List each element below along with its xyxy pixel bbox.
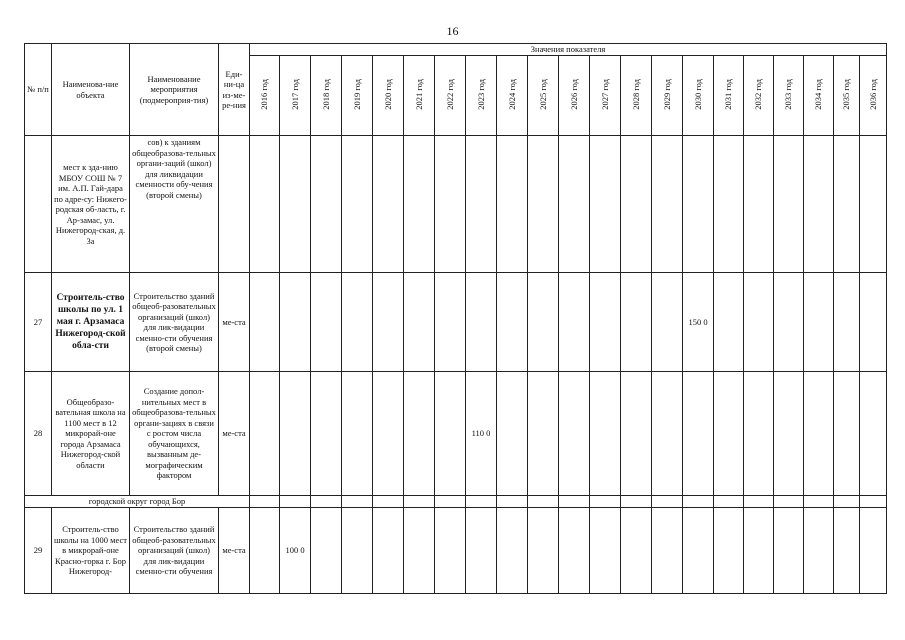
year-2025: 2025 год bbox=[528, 56, 559, 136]
row-num bbox=[25, 136, 52, 273]
year-2029: 2029 год bbox=[652, 56, 683, 136]
header-values: Значения показателя bbox=[250, 44, 887, 56]
row-object: Строитель-ство школы по ул. 1 мая г. Арзамаса Нижегород-ской обла-сти bbox=[52, 273, 130, 372]
row-num: 27 bbox=[25, 273, 52, 372]
row-event: Строительство зданий общеоб-разовательных организаций (школ) для лик-видации сменно-сти обучения bbox=[130, 508, 219, 594]
row-num: 28 bbox=[25, 372, 52, 496]
year-2034: 2034 год bbox=[804, 56, 834, 136]
year-2017: 2017 год bbox=[280, 56, 311, 136]
value-2017: 100 0 bbox=[280, 508, 311, 594]
section-row bbox=[25, 496, 887, 508]
year-2020: 2020 год bbox=[373, 56, 404, 136]
year-2026: 2026 год bbox=[559, 56, 590, 136]
indicator-table bbox=[24, 43, 887, 594]
header-num: № п/п bbox=[25, 44, 52, 136]
year-2016: 2016 год bbox=[250, 56, 280, 136]
row-event: Строительство зданий общеоб-разовательных организаций (школ) для лик-видации сменно-сти обучения (второй смены) bbox=[130, 273, 219, 372]
year-2019: 2019 год bbox=[342, 56, 373, 136]
year-2027: 2027 год bbox=[590, 56, 621, 136]
table-row bbox=[25, 273, 887, 372]
year-2032: 2032 год bbox=[744, 56, 774, 136]
year-2018: 2018 год bbox=[311, 56, 342, 136]
year-2028: 2028 год bbox=[621, 56, 652, 136]
row-object: Общеобразо-вательная школа на 1100 мест в 12 микрорай-оне города Арзамаса Нижегород-ской области bbox=[52, 372, 130, 496]
year-2033: 2033 год bbox=[774, 56, 804, 136]
row-unit: ме-ста bbox=[219, 273, 250, 372]
year-2036: 2036 год bbox=[860, 56, 887, 136]
value-2030: 150 0 bbox=[683, 273, 714, 372]
year-2031: 2031 год bbox=[714, 56, 744, 136]
table-row bbox=[25, 136, 887, 273]
row-unit bbox=[219, 136, 250, 273]
table-row bbox=[25, 508, 887, 594]
row-num: 29 bbox=[25, 508, 52, 594]
header-event: Наименование мероприятия (подмероприя-тия) bbox=[130, 44, 219, 136]
row-object: мест к зда-нию МБОУ СОШ № 7 им. А.П. Гай-дара по адре-су: Нижего-родская об-ласть, г. Ар-замас, ул. Нижегород-ская, д. 3а bbox=[52, 136, 130, 273]
year-2024: 2024 год bbox=[497, 56, 528, 136]
value-2023: 110 0 bbox=[466, 372, 497, 496]
year-2035: 2035 год bbox=[834, 56, 860, 136]
section-title: городской округ город Бор bbox=[25, 496, 250, 508]
year-2022: 2022 год bbox=[435, 56, 466, 136]
year-2021: 2021 год bbox=[404, 56, 435, 136]
table-row bbox=[25, 372, 887, 496]
row-event: сов) к зданиям общеобразова-тельных органи-заций (школ) для ликвидации сменности обу-чения (второй смены) bbox=[130, 136, 219, 273]
row-event: Создание допол-нительных мест в общеобразова-тельных органи-зациях в связи с ростом числа обучающихся, вызванным де-мографическим фактором bbox=[130, 372, 219, 496]
header-unit: Еди-ни-ца из-ме-ре-ния bbox=[219, 44, 250, 136]
row-object: Строитель-ство школы на 1000 мест в микрорай-оне Красно-горка г. Бор Нижегород- bbox=[52, 508, 130, 594]
year-2023: 2023 год bbox=[466, 56, 497, 136]
header-object: Наименова-ние объекта bbox=[52, 44, 130, 136]
row-unit: ме-ста bbox=[219, 372, 250, 496]
page-number: 16 bbox=[446, 24, 459, 38]
row-unit: ме-ста bbox=[219, 508, 250, 594]
year-2030: 2030 год bbox=[683, 56, 714, 136]
